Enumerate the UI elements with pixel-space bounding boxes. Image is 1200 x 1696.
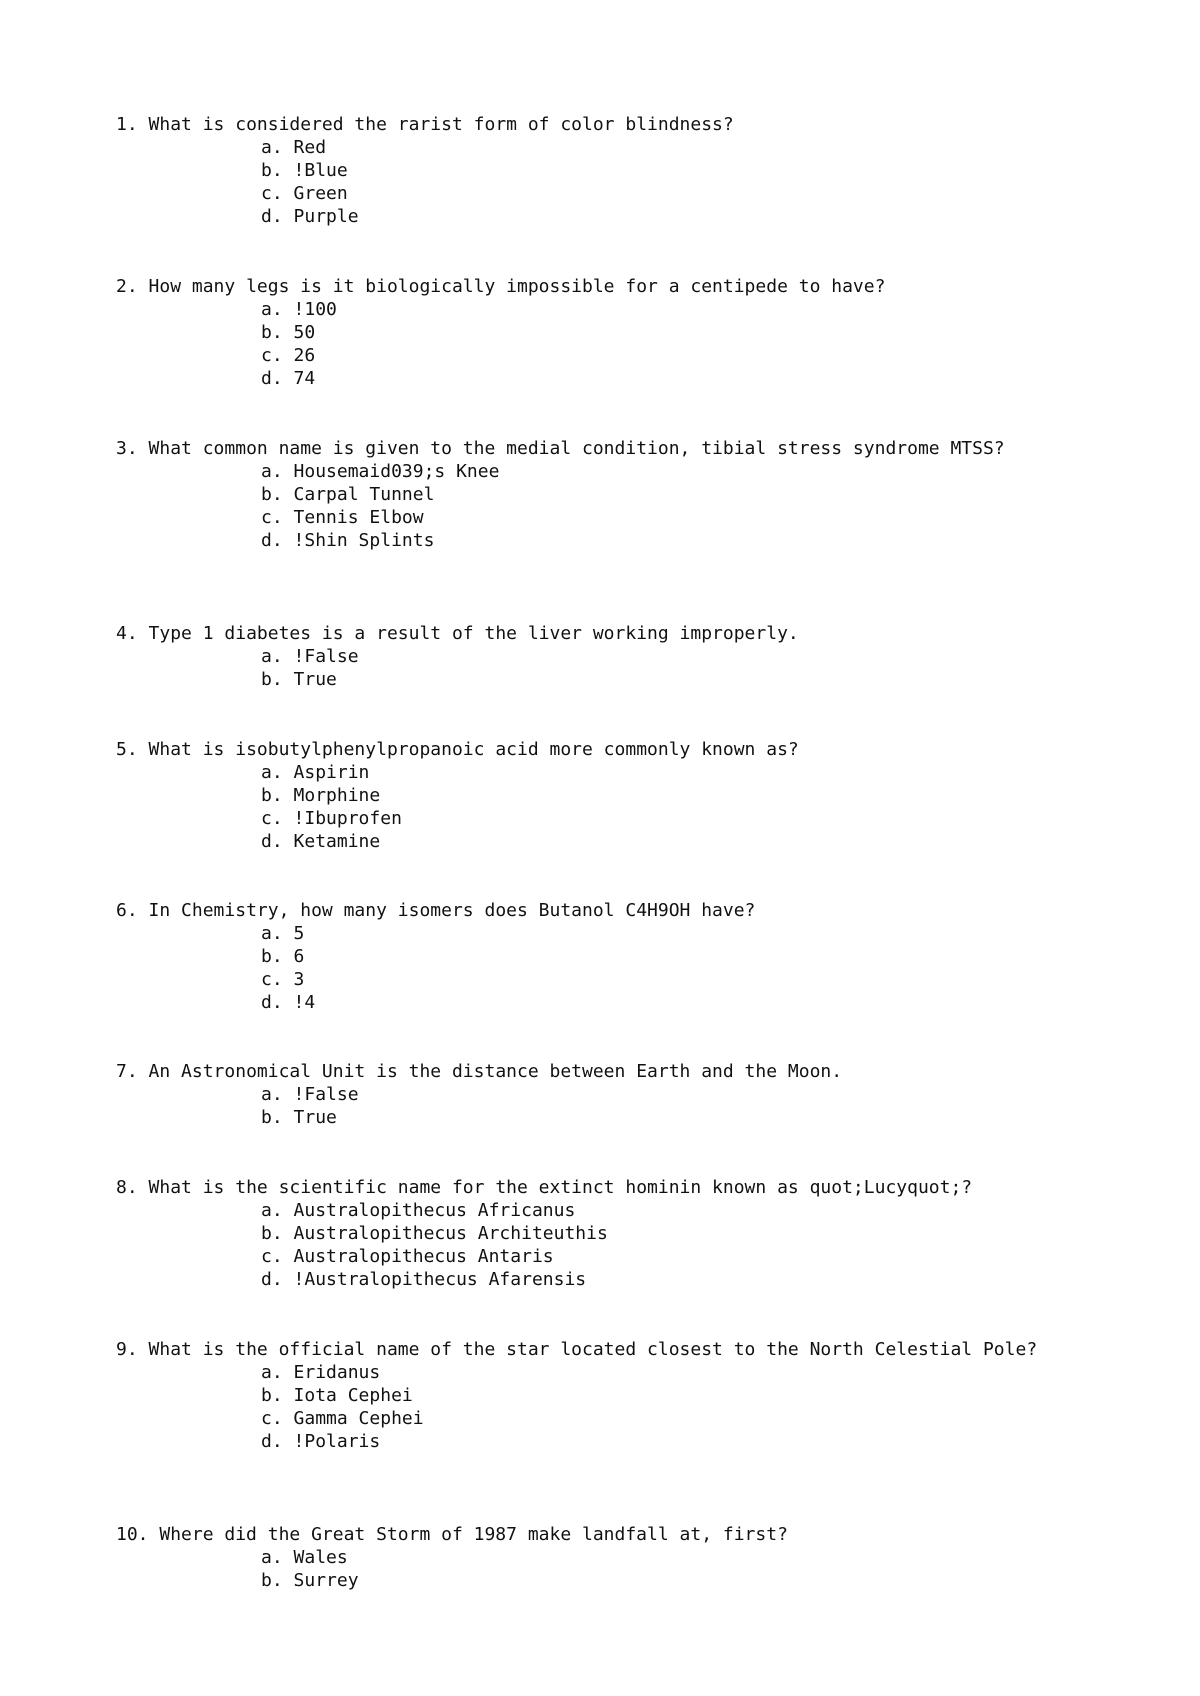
option-letter: a. [261,137,283,158]
option-letter: b. [261,1570,283,1591]
answer-option [261,1199,1076,1222]
option-letter: b. [261,160,283,181]
answer-options [116,1546,1076,1592]
question-number: 8. [116,1177,138,1198]
option-letter: b. [261,484,283,505]
option-letter: d. [261,368,283,389]
question-number: 5. [116,739,138,760]
answer-option [261,529,1076,552]
answer-option [261,1384,1076,1407]
option-letter: c. [261,808,283,829]
option-letter: d. [261,206,283,227]
question-number: 9. [116,1339,138,1360]
option-text: 50 [293,322,316,343]
question-number: 2. [116,276,138,297]
question-number: 6. [116,900,138,921]
option-text: !Shin Splints [293,530,435,551]
question-text [116,622,1076,645]
option-text: !4 [293,992,316,1013]
answer-option [261,483,1076,506]
question-prompt: Type 1 diabetes is a result of the liver working improperly. [148,623,799,644]
answer-options [116,761,1076,853]
question-prompt: How many legs is it biologically impossible for a centipede to have? [148,276,886,297]
option-letter: b. [261,1385,283,1406]
answer-options [116,136,1076,228]
answer-option [261,205,1076,228]
answer-option [261,1245,1076,1268]
answer-option [261,1106,1076,1129]
option-text: !Polaris [293,1431,381,1452]
question-block [116,899,1076,1014]
option-text: 3 [293,969,305,990]
option-letter: c. [261,183,283,204]
answer-options [116,1199,1076,1291]
option-letter: a. [261,461,283,482]
option-letter: a. [261,1084,283,1105]
option-text: 26 [293,345,316,366]
question-text [116,1176,1076,1199]
answer-option [261,1569,1076,1592]
answer-option [261,1083,1076,1106]
option-text: Green [293,183,348,204]
question-number: 3. [116,438,138,459]
option-letter: d. [261,992,283,1013]
option-letter: a. [261,299,283,320]
option-text: True [293,1107,337,1128]
question-text [116,1338,1076,1361]
answer-option [261,1222,1076,1245]
question-block [116,1060,1076,1129]
option-letter: a. [261,923,283,944]
question-text [116,1060,1076,1083]
option-letter: b. [261,1223,283,1244]
option-text: 6 [293,946,305,967]
option-text: Ketamine [293,831,381,852]
answer-option [261,298,1076,321]
question-block [116,1338,1076,1453]
option-text: Carpal Tunnel [293,484,435,505]
option-text: Purple [293,206,359,227]
question-number: 1. [116,114,138,135]
option-letter: b. [261,669,283,690]
answer-options [116,1361,1076,1453]
question-block [116,1523,1076,1592]
option-letter: d. [261,831,283,852]
answer-options [116,460,1076,552]
option-letter: c. [261,1246,283,1267]
option-text: Australopithecus Africanus [293,1200,576,1221]
answer-option [261,922,1076,945]
option-text: 5 [293,923,305,944]
answer-option [261,136,1076,159]
answer-options [116,922,1076,1014]
option-letter: b. [261,785,283,806]
option-letter: b. [261,946,283,967]
option-text: Iota Cephei [293,1385,413,1406]
option-letter: c. [261,969,283,990]
answer-option [261,506,1076,529]
option-text: Surrey [293,1570,359,1591]
option-letter: a. [261,1200,283,1221]
question-number: 10. [116,1524,149,1545]
option-text: 74 [293,368,316,389]
question-prompt: What is considered the rarist form of color blindness? [148,114,734,135]
answer-option [261,945,1076,968]
question-prompt: In Chemistry, how many isomers does Butanol C4H9OH have? [148,900,756,921]
option-text: Morphine [293,785,381,806]
question-prompt: An Astronomical Unit is the distance between Earth and the Moon. [148,1061,843,1082]
option-letter: b. [261,322,283,343]
question-prompt: Where did the Great Storm of 1987 make landfall at, first? [159,1524,788,1545]
option-text: !Blue [293,160,348,181]
question-prompt: What is the scientific name for the extinct hominin known as quot;Lucyquot;? [148,1177,973,1198]
answer-option [261,321,1076,344]
answer-option [261,367,1076,390]
question-number: 4. [116,623,138,644]
question-block [116,738,1076,853]
answer-option [261,668,1076,691]
question-text [116,275,1076,298]
answer-option [261,991,1076,1014]
answer-option [261,807,1076,830]
option-text: Housemaid039;s Knee [293,461,500,482]
answer-option [261,460,1076,483]
answer-option [261,1546,1076,1569]
option-letter: c. [261,1408,283,1429]
question-prompt: What is the official name of the star located closest to the North Celestial Pole? [148,1339,1038,1360]
option-text: !False [293,1084,359,1105]
question-block [116,622,1076,691]
answer-options [116,645,1076,691]
option-letter: a. [261,762,283,783]
answer-option [261,784,1076,807]
option-text: True [293,669,337,690]
option-letter: a. [261,1362,283,1383]
option-letter: a. [261,646,283,667]
option-text: Eridanus [293,1362,381,1383]
question-number: 7. [116,1061,138,1082]
answer-option [261,761,1076,784]
option-letter: b. [261,1107,283,1128]
answer-option [261,1361,1076,1384]
option-text: Wales [293,1547,348,1568]
answer-options [116,298,1076,390]
option-letter: d. [261,1269,283,1290]
answer-option [261,968,1076,991]
option-text: !Australopithecus Afarensis [293,1269,587,1290]
question-text [116,1523,1076,1546]
answer-option [261,830,1076,853]
option-text: Red [293,137,327,158]
answer-option [261,1430,1076,1453]
answer-option [261,182,1076,205]
option-text: !False [293,646,359,667]
question-prompt: What is isobutylphenylpropanoic acid more commonly known as? [148,739,799,760]
option-letter: c. [261,345,283,366]
option-text: Gamma Cephei [293,1408,424,1429]
answer-option [261,344,1076,367]
option-letter: d. [261,1431,283,1452]
question-block [116,1176,1076,1291]
option-letter: d. [261,530,283,551]
option-letter: c. [261,507,283,528]
answer-options [116,1083,1076,1129]
answer-option [261,1407,1076,1430]
answer-option [261,645,1076,668]
option-text: Australopithecus Architeuthis [293,1223,608,1244]
question-text [116,113,1076,136]
option-text: Tennis Elbow [293,507,424,528]
question-text [116,437,1076,460]
answer-option [261,159,1076,182]
question-block [116,437,1076,552]
question-block [116,275,1076,390]
option-text: Aspirin [293,762,370,783]
option-text: Australopithecus Antaris [293,1246,554,1267]
option-letter: a. [261,1547,283,1568]
question-prompt: What common name is given to the medial condition, tibial stress syndrome MTSS? [148,438,1005,459]
option-text: !Ibuprofen [293,808,402,829]
question-block [116,113,1076,228]
option-text: !100 [293,299,337,320]
question-text [116,899,1076,922]
answer-option [261,1268,1076,1291]
question-text [116,738,1076,761]
